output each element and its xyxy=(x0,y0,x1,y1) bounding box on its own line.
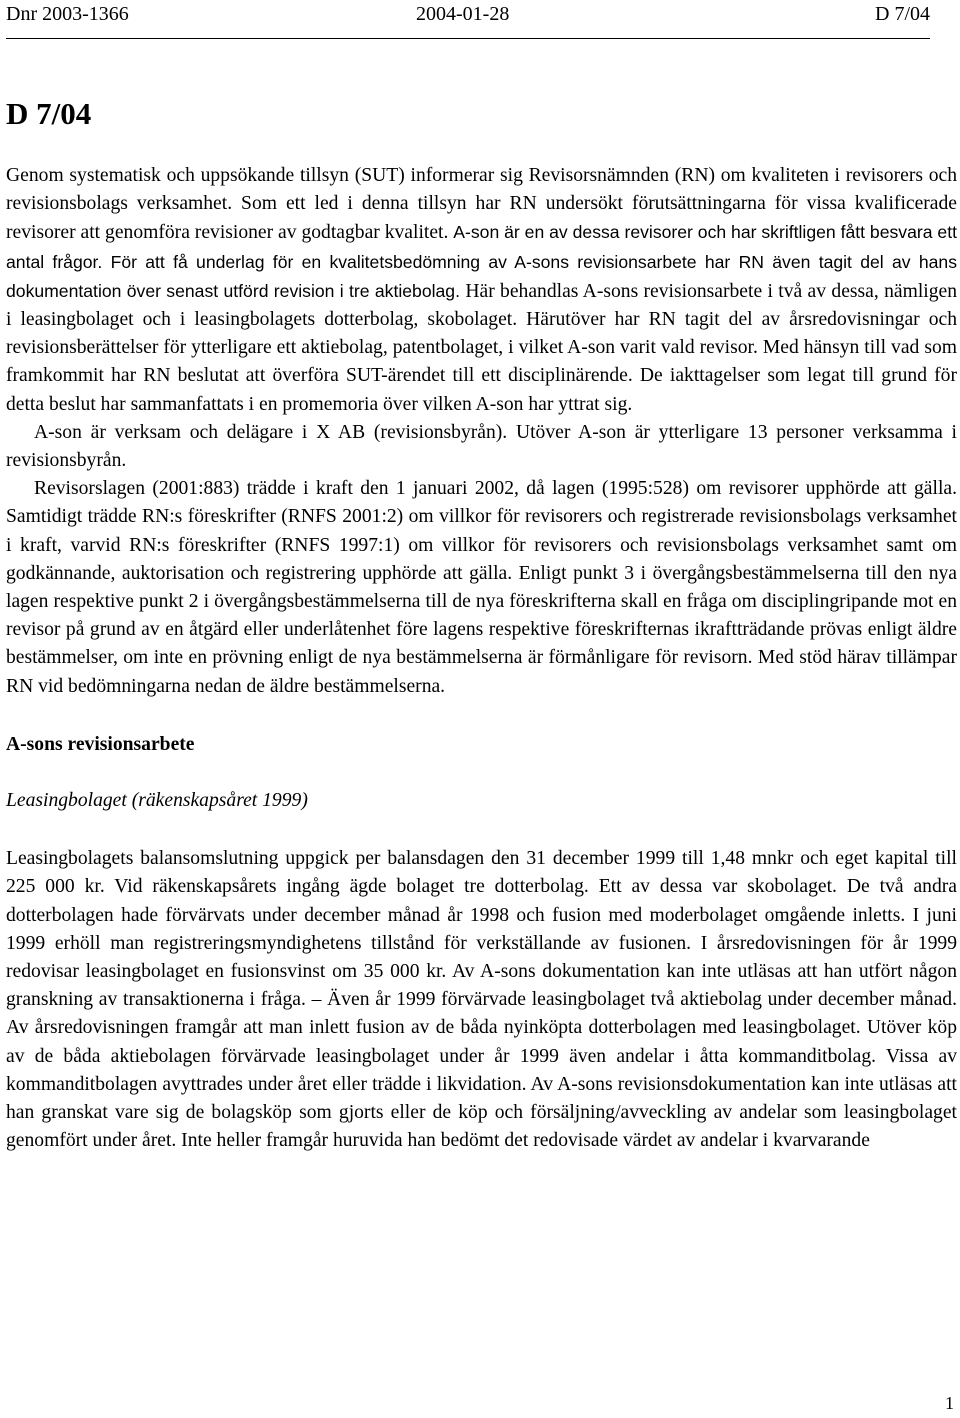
page-title: D 7/04 xyxy=(6,96,92,131)
intro-paragraph xyxy=(6,162,957,419)
page-number: 1 xyxy=(945,1393,954,1413)
intro-text-b: A-son är en av dessa revisorer och har skriftligen fått besvara ett antal frågor. För att få underlag för en kvalitetsbedömning av A-sons revisionsarbete har RN även tagit del av hans dokumentation över senast utförd revision i tre aktiebolag. xyxy=(6,222,957,301)
subsection-heading: Leasingbolaget (räkenskapsåret 1999) xyxy=(6,790,308,812)
intro-text-a: Genom systematisk och uppsökande tillsyn (SUT) informerar sig Revisorsnämnden (RN) om kvaliteten i revisorers och revisionsbolags verksamhet. Som ett led i denna tillsyn har RN undersökt förutsättningarna för vissa kvalificerade revisorer att genomföra revisioner av godtagbar kvalitet. xyxy=(6,165,957,244)
intro-text-c: Här behandlas A-sons revisionsarbete i två av dessa, nämligen i leasingbolaget och i leasingbolagets dotterbolag, skobolaget. Härutöver har RN tagit del av årsredovisningar och revisionsberättelser för ytterligare ett aktiebolag, patentbolaget, i vilket A-son varit vald revisor. Med hänsyn till vad som framkommit har RN beslutat att överföra SUT-ärendet till ett disciplinärende. De iakttagelser som legat till grund för detta beslut har sammanfattats i en promemoria över vilken A-son har yttrat sig. xyxy=(6,280,957,415)
document-body xyxy=(6,162,957,1156)
section-heading: A-sons revisionsarbete xyxy=(6,733,195,755)
doc-date: 2004-01-28 xyxy=(416,3,510,25)
paragraph-firm: A-son är verksam och delägare i X AB (revisionsbyrån). Utöver A-son är ytterligare 13 personer verksamma i revisionsbyrån. xyxy=(6,421,957,472)
doc-number: Dnr 2003-1366 xyxy=(6,3,129,25)
paragraph-leasing: Leasingbolagets balansomslutning uppgick per balansdagen den 31 december 1999 till 1,48 mnkr och eget kapital till 225 000 kr. Vid räkenskapsårets ingång ägde bolaget tre dotterbolag. Ett av dessa var skobolaget. De två andra dotterbolagen hade förvärvats under december månad år 1998 och fusion med moderbolaget omgående inletts. I juni 1999 erhöll man registreringsmyndighetens tillstånd för verkställande av fusionen. I årsredovisningen för år 1999 redovisar leasingbolaget en fusionsvinst om 35 000 kr. Av A-sons dokumentation kan inte utläsas att han utfört någon granskning av transaktionerna i fråga. – Även år 1999 förvärvade leasingbolaget två aktiebolag under december månad. Av årsredovisningen framgår att man inlett fusion av de båda nyinköpta dotterbolagen med leasingbolaget. Utöver köp av de båda aktiebolagen förvärvade leasingbolaget under år 1999 även andelar i åtta kommanditbolag. Vissa av kommanditbolagen avyttrades under året eller trädde i likvidation. Av A-sons revisionsdokumentation kan inte utläsas att han granskat vare sig de bolagsköp som gjorts eller de köp och försäljning/avveckling av andelar som leasingbolaget genomfört under året. Inte heller framgår huruvida han bedömt det redovisade värdet av andelar i kvarvarande xyxy=(6,848,957,1152)
doc-reference: D 7/04 xyxy=(875,3,930,25)
paragraph-law: Revisorslagen (2001:883) trädde i kraft den 1 januari 2002, då lagen (1995:528) om revisorer upphörde att gälla. Samtidigt trädde RN:s föreskrifter (RNFS 2001:2) om villkor för revisorers och registrerade revisionsbolags verksamhet i kraft, varvid RN:s föreskrifter (RNFS 1997:1) om villkor för revisorers och revisionsbolags verksamhet samt om godkännande, auktorisation och registrering upphörde att gälla. Enligt punkt 3 i övergångsbestämmelserna till den nya lagen respektive punkt 2 i övergångsbestämmelserna till de nya föreskrifterna skall en fråga om disciplingripande mot en revisor på grund av en åtgärd eller underlåtenhet före lagens respektive föreskrifternas ikraftträdande prövas enligt äldre bestämmelser, om inte en prövning enligt de nya bestämmelserna är förmånligare för revisorn. Med stöd härav tillämpar RN vid bedömningarna nedan de äldre bestämmelserna. xyxy=(6,478,957,697)
page-header xyxy=(6,0,930,39)
